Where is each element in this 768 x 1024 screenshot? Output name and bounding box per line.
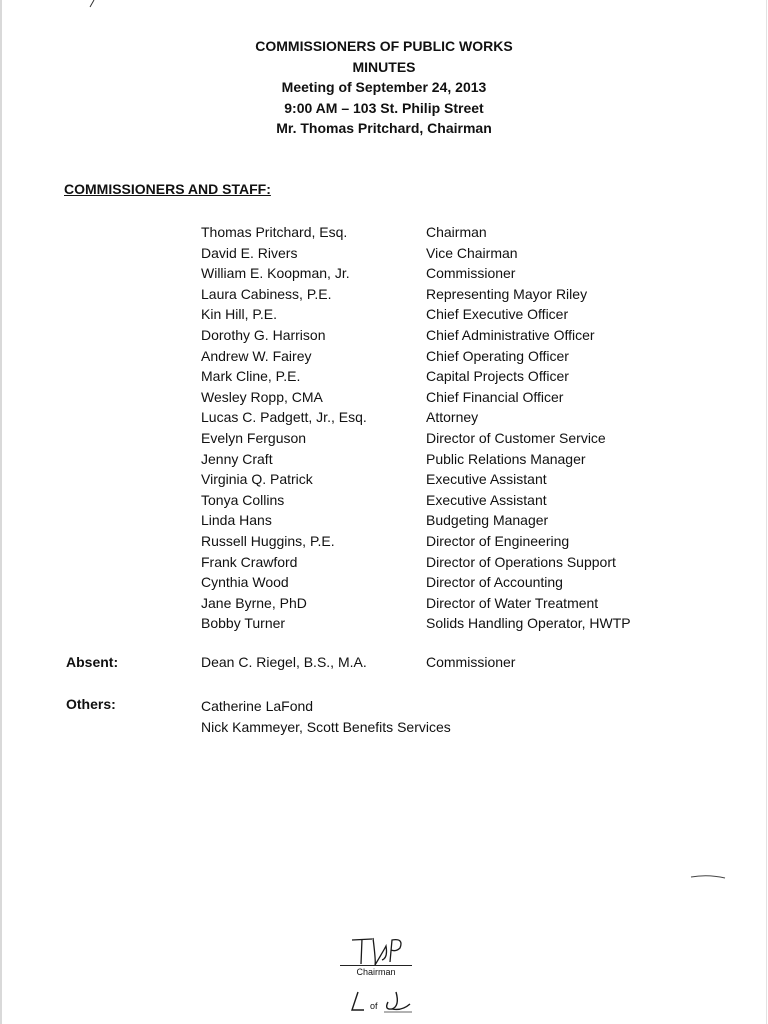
- staff-name: Bobby Turner: [201, 615, 286, 632]
- staff-row: [201, 490, 631, 511]
- staff-name: Russell Huggins, P.E.: [201, 532, 335, 549]
- meeting-date: Meeting of September 24, 2013: [281, 79, 487, 95]
- staff-role: Vice Chairman: [426, 244, 518, 261]
- staff-role: Representing Mayor Riley: [426, 285, 588, 302]
- staff-row: [201, 428, 631, 449]
- staff-name: Virginia Q. Patrick: [201, 471, 313, 488]
- others-list: [201, 696, 451, 737]
- staff-row: [201, 531, 631, 552]
- staff-row: [201, 572, 631, 593]
- staff-role: Chairman: [426, 224, 487, 240]
- staff-name: Linda Hans: [201, 512, 272, 529]
- staff-row: [201, 387, 631, 408]
- absent-role: Commissioner: [426, 654, 516, 670]
- scan-edge-left: [0, 0, 2, 1024]
- staff-row: [201, 222, 631, 243]
- staff-role: Capital Projects Officer: [426, 368, 569, 385]
- meeting-time-location: 9:00 AM – 103 St. Philip Street: [284, 99, 484, 116]
- section-title-commissioners-staff: COMMISSIONERS AND STAFF:: [64, 181, 271, 197]
- staff-role: Director of Operations Support: [426, 553, 616, 570]
- staff-role: Executive Assistant: [426, 471, 547, 488]
- staff-list: [201, 222, 631, 634]
- staff-row: [201, 263, 631, 284]
- chairman-label: Chairman: [340, 965, 412, 977]
- corner-mark: [86, 0, 96, 8]
- staff-row: [201, 407, 631, 428]
- staff-role: Solids Handling Operator, HWTP: [426, 615, 631, 632]
- staff-name: Lucas C. Padgett, Jr., Esq.: [201, 409, 367, 426]
- doc-type: MINUTES: [352, 58, 416, 75]
- staff-role: Chief Executive Officer: [426, 306, 569, 323]
- staff-row: [201, 346, 631, 367]
- staff-name: Mark Cline, P.E.: [201, 368, 301, 385]
- staff-row: [201, 325, 631, 346]
- staff-role: Chief Operating Officer: [426, 347, 569, 364]
- staff-row: [201, 469, 631, 490]
- staff-role: Director of Customer Service: [426, 429, 606, 446]
- staff-name: Jane Byrne, PhD: [201, 594, 307, 611]
- absent-label: Absent:: [66, 654, 119, 670]
- margin-pen-mark: [690, 872, 726, 882]
- staff-row: [201, 613, 631, 634]
- staff-row: [201, 552, 631, 573]
- staff-row: [201, 449, 631, 470]
- staff-name: Wesley Ropp, CMA: [201, 388, 323, 405]
- page-count-handwritten: [348, 988, 428, 1016]
- staff-name: Laura Cabiness, P.E.: [201, 285, 332, 302]
- staff-role: Commissioner: [426, 265, 516, 282]
- staff-row: [201, 243, 631, 264]
- staff-role: Public Relations Manager: [426, 450, 586, 467]
- staff-role: Executive Assistant: [426, 491, 547, 508]
- staff-name: William E. Koopman, Jr.: [201, 265, 350, 282]
- others-item: Nick Kammeyer, Scott Benefits Services: [201, 718, 451, 735]
- staff-name: Andrew W. Fairey: [201, 347, 312, 364]
- staff-name: Tonya Collins: [201, 491, 285, 508]
- staff-row: [201, 284, 631, 305]
- staff-row: [201, 593, 631, 614]
- staff-role: Budgeting Manager: [426, 512, 549, 529]
- staff-name: Evelyn Ferguson: [201, 429, 307, 446]
- staff-name: Frank Crawford: [201, 553, 298, 570]
- meeting-chair: Mr. Thomas Pritchard, Chairman: [276, 120, 492, 136]
- svg-text:of: of: [370, 1001, 378, 1011]
- staff-name: Kin Hill, P.E.: [201, 306, 277, 323]
- others-label: Others:: [66, 696, 116, 712]
- org-title: COMMISSIONERS OF PUBLIC WORKS: [255, 38, 513, 54]
- staff-name: Dorothy G. Harrison: [201, 326, 326, 343]
- staff-role: Director of Engineering: [426, 532, 570, 549]
- staff-name: Cynthia Wood: [201, 574, 289, 591]
- others-item: Catherine LaFond: [201, 698, 314, 714]
- staff-name: Jenny Craft: [201, 450, 273, 467]
- staff-name: Thomas Pritchard, Esq.: [201, 224, 348, 240]
- staff-role: Chief Financial Officer: [426, 388, 564, 405]
- absent-name: Dean C. Riegel, B.S., M.A.: [201, 654, 367, 670]
- staff-role: Director of Accounting: [426, 574, 563, 591]
- staff-role: Chief Administrative Officer: [426, 326, 595, 343]
- staff-role: Director of Water Treatment: [426, 594, 599, 611]
- scan-edge-right: [766, 0, 767, 1024]
- staff-role: Attorney: [426, 409, 479, 426]
- staff-row: [201, 510, 631, 531]
- staff-name: David E. Rivers: [201, 244, 298, 261]
- staff-row: [201, 304, 631, 325]
- staff-row: [201, 366, 631, 387]
- document-header: [0, 36, 768, 139]
